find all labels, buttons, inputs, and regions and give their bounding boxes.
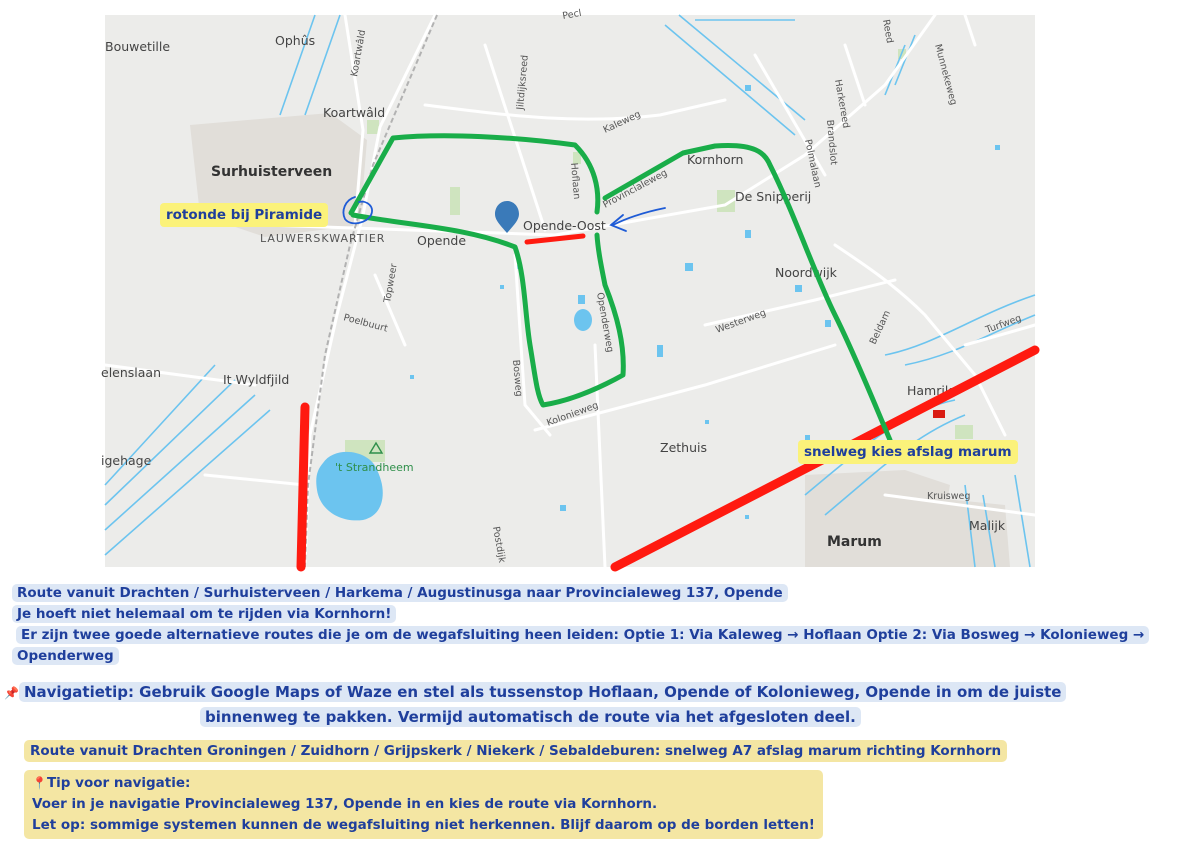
- note1-line3: Er zijn twee goede alternatieve routes die je om de wegafsluiting heen leiden: Optie 1: Via Kaleweg → Hoflaan Optie 2: Via Bosweg → Kolonieweg →: [16, 626, 1149, 644]
- street-provincialeweg: Provincialeweg: [601, 167, 670, 211]
- note1-line2: Je hoeft niet helemaal om te rijden via Kornhorn!: [12, 605, 396, 623]
- place-malijk: Malijk: [969, 518, 1006, 533]
- tip-title: Tip voor navigatie:: [46, 775, 191, 791]
- place-gehage: igehage: [101, 453, 152, 468]
- pushpin-icon: 📌: [4, 686, 19, 700]
- place-kornhorn: Kornhorn: [687, 152, 744, 167]
- place-zethuis: Zethuis: [660, 440, 707, 455]
- street-munnekeweg: Munnekeweg: [932, 42, 959, 107]
- note1-line4: Openderweg: [12, 647, 119, 665]
- street-brandslot: Brandslot: [824, 119, 839, 166]
- note1-line1: Route vanuit Drachten / Surhuisterveen / Harkema / Augustinusga naar Provincialeweg 137, Opende: [12, 584, 788, 602]
- street-hoflaan: Hoflaan: [568, 162, 583, 200]
- highway-shield: [933, 410, 945, 418]
- street-kaleweg: Kaleweg: [601, 108, 643, 136]
- place-bouwetille: Bouwetille: [105, 39, 171, 54]
- street-turfweg: Turfweg: [984, 312, 1023, 336]
- street-kolonieweg: Kolonieweg: [545, 399, 600, 429]
- street-harkereed: Harkereed: [832, 78, 852, 130]
- street-jiltdijksreed: Jiltdijksreed: [515, 54, 531, 111]
- map-view[interactable]: [101, 7, 1035, 567]
- navtip-line2: binnenweg te pakken. Vermijd automatisch de route via het afgesloten deel.: [200, 707, 861, 727]
- place-it-wyldfjild: It Wyldfjild: [223, 372, 290, 387]
- street-westerweg: Westerweg: [714, 307, 768, 336]
- street-openderweg: Openderweg: [594, 291, 616, 354]
- place-lauwerskwartier: LAUWERSKWARTIER: [260, 232, 386, 245]
- place-koartwald: Koartwâld: [323, 105, 386, 120]
- navigation-tip-block: [4, 680, 1084, 729]
- street-poelbuurt: Poelbuurt: [342, 312, 389, 335]
- place-ophus: Ophûs: [275, 33, 316, 48]
- street-reed: Reed: [880, 18, 896, 45]
- street-postdijk: Postdijk: [490, 525, 508, 564]
- street-polmalaan: Polmalaan: [802, 138, 824, 189]
- place-hamrik: Hamrik: [907, 383, 953, 398]
- street-bosweg: Bosweg: [510, 359, 525, 398]
- place-de-snipperij: De Snipperij: [735, 189, 812, 204]
- callout-snelweg: snelweg kies afslag marum: [798, 440, 1018, 464]
- map-canvas: [101, 7, 1035, 567]
- place-opende-oost: Opende-Oost: [523, 218, 606, 233]
- tip-line1: Voer in je navigatie Provincialeweg 137, Opende in en kies de route via Kornhorn.: [32, 796, 658, 812]
- street-beldam: Beldam: [867, 308, 893, 347]
- place-marum: Marum: [827, 534, 882, 550]
- note2-line1: Route vanuit Drachten Groningen / Zuidhorn / Grijpskerk / Niekerk / Sebaldeburen: snelweg A7 afslag marum richting Kornhorn: [24, 740, 1007, 762]
- place-opende: Opende: [417, 233, 467, 248]
- street-koartwald: Koartwâld: [349, 29, 369, 78]
- navigation-tip-box: [24, 770, 823, 839]
- street-pecl: Pecl: [561, 7, 583, 22]
- route-note-block-2: [24, 741, 1007, 762]
- place-lenslaan: elenslaan: [101, 365, 162, 380]
- street-kruisweg: Kruisweg: [927, 491, 971, 502]
- closure-line-west: [301, 407, 305, 567]
- place-noordwijk: Noordwijk: [775, 265, 837, 280]
- place-surhuisterveen: Surhuisterveen: [211, 164, 333, 180]
- tip-line2: Let op: sommige systemen kunnen de wegafsluiting niet herkennen. Blijf daarom op de borden letten!: [32, 817, 815, 833]
- route-note-block-1: [12, 583, 1149, 667]
- street-topweer: Topweer: [382, 262, 400, 304]
- navtip-line1: Navigatietip: Gebruik Google Maps of Waze en stel als tussenstop Hoflaan, Opende of Kolonieweg, Opende in om de juiste: [19, 682, 1067, 702]
- place-strandheem: 't Strandheem: [335, 461, 414, 474]
- callout-rotonde: rotonde bij Piramide: [160, 203, 328, 227]
- round-pushpin-icon: 📍: [32, 776, 47, 790]
